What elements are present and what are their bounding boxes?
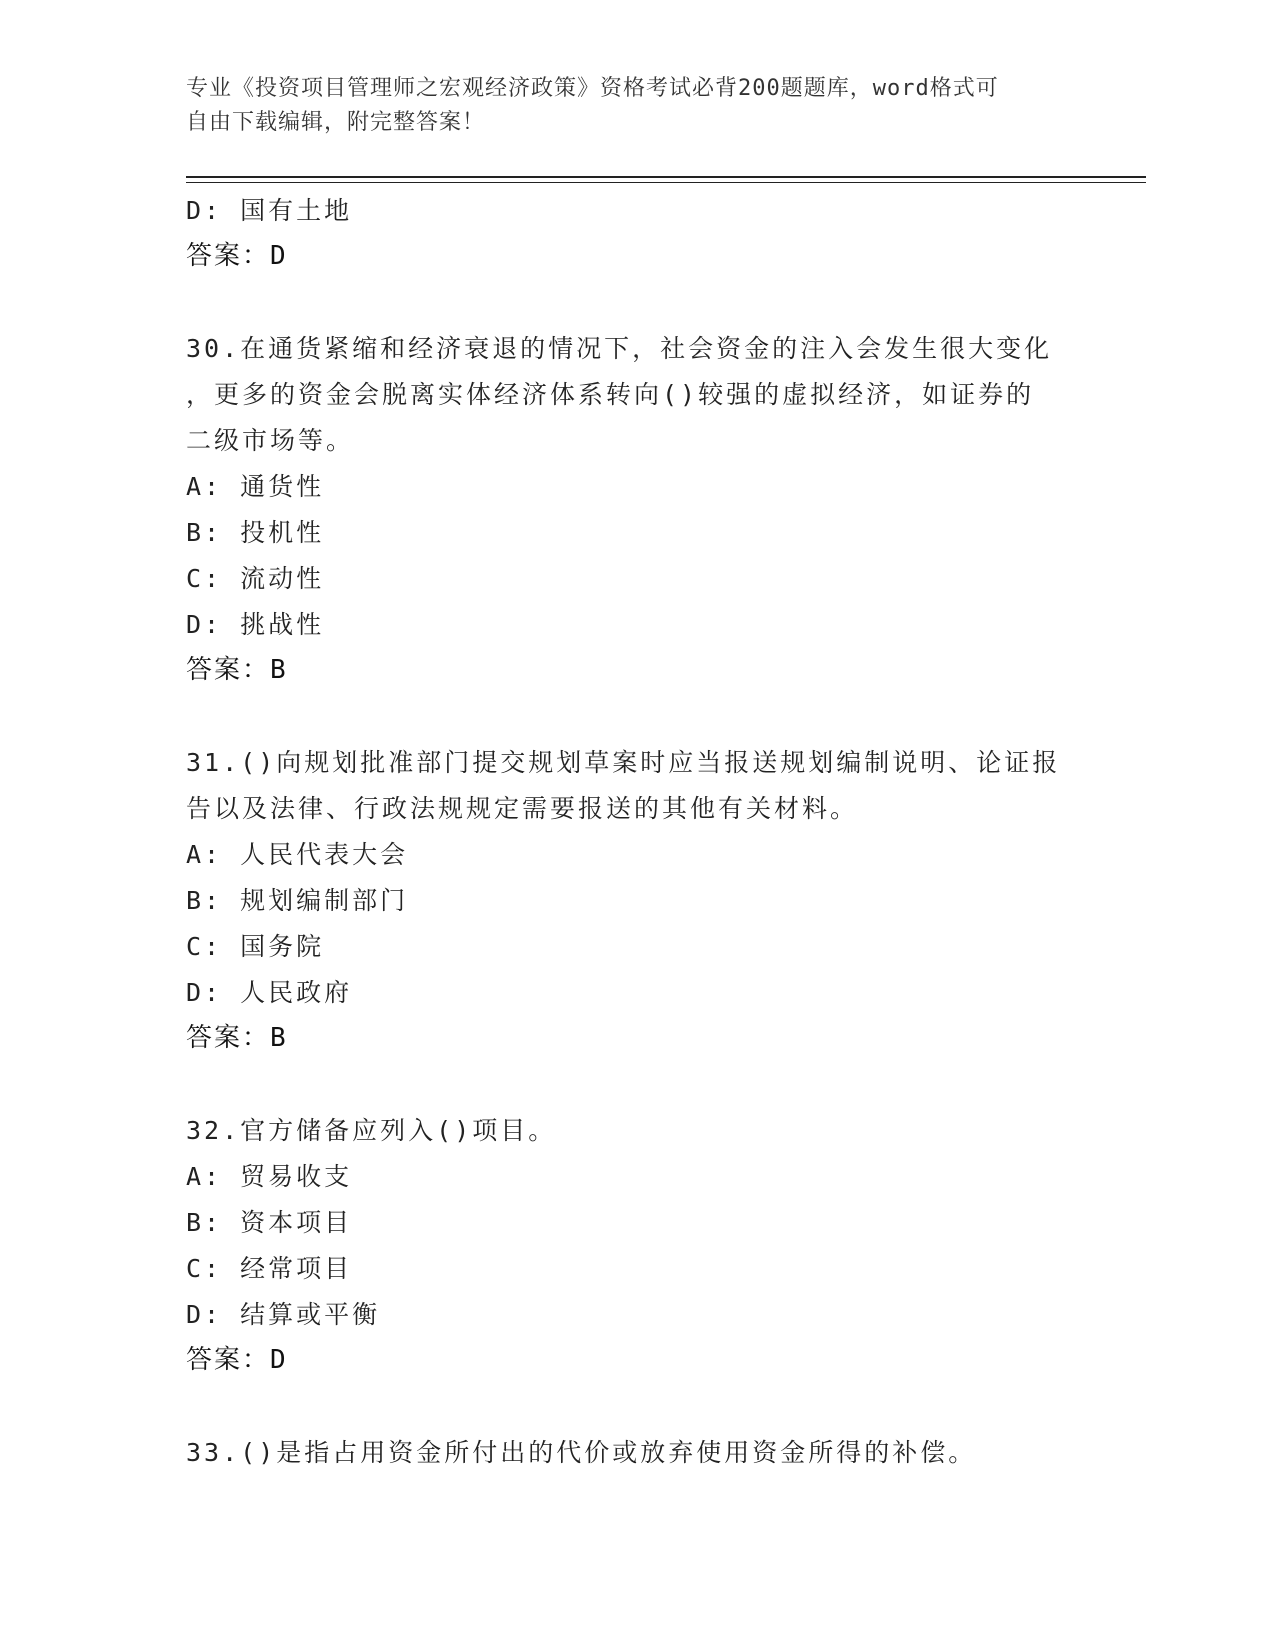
question-list [186, 188, 1086, 1476]
option-b: B: 规划编制部门 [186, 886, 409, 915]
option-c: C: 国务院 [186, 932, 325, 961]
option-a: A: 人民代表大会 [186, 840, 409, 869]
answer: 答案：D [186, 1345, 288, 1375]
answer: 答案：D [186, 241, 288, 271]
question-text-line: 32.官方储备应列入()项目。 [186, 1116, 557, 1145]
question-32 [186, 1108, 1086, 1382]
question-text-line: ，更多的资金会脱离实体经济体系转向()较强的虚拟经济，如证券的 [186, 380, 1035, 409]
option-a: A: 通货性 [186, 472, 325, 501]
question-text-line: 告以及法律、行政法规规定需要报送的其他有关材料。 [186, 794, 859, 823]
page-header [186, 72, 1086, 140]
header-line-1: 专业《投资项目管理师之宏观经济政策》资格考试必背200题题库，word格式可 [186, 76, 999, 101]
option-b: B: 资本项目 [186, 1208, 353, 1237]
question-30 [186, 326, 1086, 692]
question-text-line: 31.()向规划批准部门提交规划草案时应当报送规划编制说明、论证报 [186, 748, 1061, 777]
option-c: C: 经常项目 [186, 1254, 353, 1283]
question-31 [186, 740, 1086, 1060]
option-b: B: 投机性 [186, 518, 325, 547]
answer: 答案：B [186, 1023, 288, 1053]
header-rule-thick [186, 176, 1146, 178]
header-line-2: 自由下载编辑，附完整答案！ [186, 110, 486, 135]
option-d: D: 结算或平衡 [186, 1300, 381, 1329]
question-33 [186, 1430, 1086, 1476]
option-d: D: 人民政府 [186, 978, 353, 1007]
question-text-line: 33.()是指占用资金所付出的代价或放弃使用资金所得的补偿。 [186, 1438, 977, 1467]
option-c: C: 流动性 [186, 564, 325, 593]
answer: 答案：B [186, 655, 288, 685]
question-text-line: 30.在通货紧缩和经济衰退的情况下，社会资金的注入会发生很大变化 [186, 334, 1053, 363]
question-text-line: 二级市场等。 [186, 426, 355, 455]
option-d: D: 挑战性 [186, 610, 325, 639]
header-rule-thin [186, 182, 1146, 183]
question-29-tail [186, 188, 1086, 278]
option-d: D: 国有土地 [186, 196, 353, 225]
option-a: A: 贸易收支 [186, 1162, 353, 1191]
